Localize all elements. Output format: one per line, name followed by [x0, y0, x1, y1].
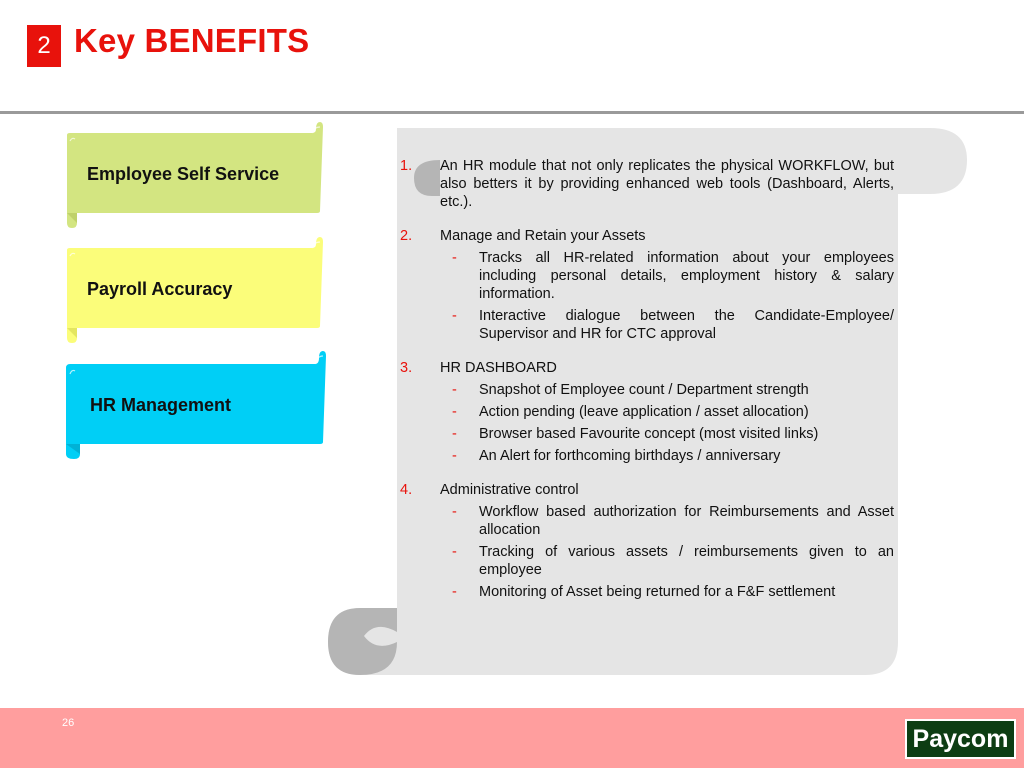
- list-item: [400, 157, 894, 211]
- item-text: HR DASHBOARD: [440, 360, 557, 376]
- item-number: 2.: [400, 228, 413, 244]
- sub-item-text: Action pending (leave application / asset allocation): [479, 404, 809, 420]
- sub-item-dash: -: [452, 382, 457, 398]
- item-text: Manage and Retain your Assets: [440, 228, 646, 244]
- sub-item-dash: -: [452, 448, 457, 464]
- sub-item-dash: -: [452, 308, 457, 324]
- list-item: [400, 227, 894, 343]
- sub-item: [440, 249, 894, 303]
- sub-item-text: Workflow based authorization for Reimbursements and Asset allocation: [479, 504, 894, 538]
- page-title: Key BENEFITS: [74, 22, 310, 59]
- sub-item-text: Browser based Favourite concept (most visited links): [479, 426, 819, 442]
- item-number: 4.: [400, 482, 413, 498]
- sub-item: [440, 583, 894, 601]
- sub-item-dash: -: [452, 544, 457, 560]
- sub-item-dash: -: [452, 504, 457, 520]
- sub-item-dash: -: [452, 426, 457, 442]
- sub-item-dash: -: [452, 250, 457, 266]
- benefit-label: Employee Self Service: [87, 164, 280, 184]
- sub-item-text: An Alert for forthcoming birthdays / anniversary: [479, 448, 781, 464]
- sub-item: [440, 503, 894, 539]
- sub-item: [440, 447, 894, 465]
- sub-item: [440, 381, 894, 399]
- sub-item-text: Tracking of various assets / reimbursements given to an employee: [479, 544, 894, 578]
- paycom-logo: Paycom: [905, 719, 1016, 759]
- sub-item-text: Tracks all HR-related information about your employees including personal details, employment history & salary information.: [479, 250, 894, 302]
- sub-item-dash: -: [452, 584, 457, 600]
- sub-item-text: Snapshot of Employee count / Department strength: [479, 382, 809, 398]
- item-text: Administrative control: [440, 482, 579, 498]
- sub-item: [440, 307, 894, 343]
- list-item: [400, 481, 894, 601]
- sub-item: [440, 425, 894, 443]
- sub-item-text: Interactive dialogue between the Candidate-Employee/ Supervisor and HR for CTC approval: [479, 308, 894, 342]
- benefits-list: [400, 157, 894, 617]
- footer-band: [0, 708, 1024, 768]
- sub-item-dash: -: [452, 404, 457, 420]
- section-number-badge: 2: [27, 25, 61, 67]
- benefit-label: Payroll Accuracy: [87, 279, 233, 299]
- list-item: [400, 359, 894, 465]
- item-number: 1.: [400, 158, 413, 174]
- sub-item-text: Monitoring of Asset being returned for a F&F settlement: [479, 584, 836, 600]
- item-text: An HR module that not only replicates the physical WORKFLOW, but also betters it by providing enhanced web tools (Dashboard, Alerts, etc.).: [440, 158, 894, 210]
- item-number: 3.: [400, 360, 413, 376]
- sub-item: [440, 543, 894, 579]
- sub-item: [440, 403, 894, 421]
- benefit-label: HR Management: [90, 395, 232, 415]
- page-number: 26: [62, 717, 75, 729]
